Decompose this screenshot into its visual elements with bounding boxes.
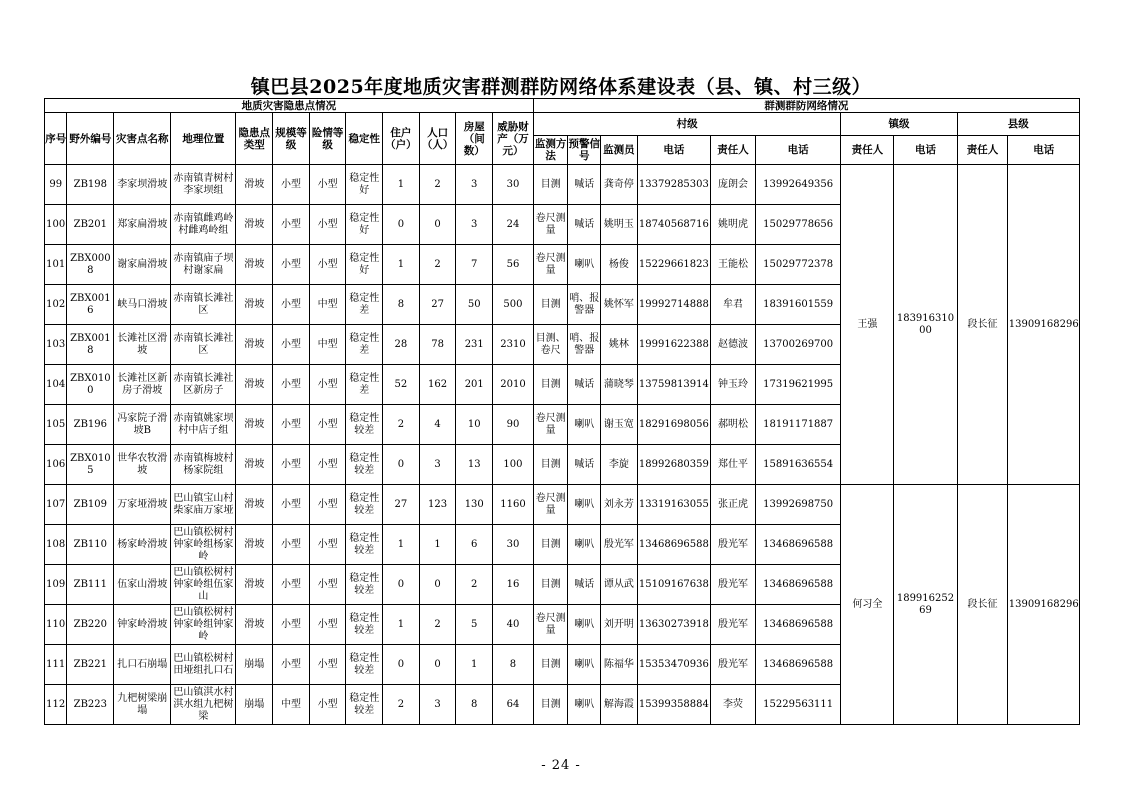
seq-cell: 104 (45, 365, 67, 405)
type-cell: 滑坡 (236, 605, 273, 645)
col-method: 监测方法 (533, 136, 568, 165)
households-cell: 28 (383, 325, 420, 365)
field-id-cell: ZBX0016 (67, 285, 114, 325)
village-resp-cell: 殷光军 (711, 605, 756, 645)
stability-cell: 稳定性好 (346, 245, 383, 285)
scale-cell: 小型 (273, 245, 310, 285)
property-cell: 30 (493, 165, 534, 205)
town-phone-cell: 18391631000 (894, 165, 957, 485)
village-phone-cell: 13468696588 (755, 645, 841, 685)
households-cell: 52 (383, 365, 420, 405)
scale-cell: 小型 (273, 645, 310, 685)
col-signal: 预警信号 (568, 136, 601, 165)
monitor-cell: 陈福华 (601, 645, 638, 685)
property-cell: 16 (493, 565, 534, 605)
population-cell: 1 (419, 525, 456, 565)
type-cell: 滑坡 (236, 565, 273, 605)
monitor-cell: 龚奇停 (601, 165, 638, 205)
page-number: - 24 - (541, 758, 581, 773)
property-cell: 500 (493, 285, 534, 325)
table-row (45, 165, 1080, 205)
stability-cell: 稳定性较差 (346, 525, 383, 565)
households-cell: 0 (383, 645, 420, 685)
stability-cell: 稳定性差 (346, 365, 383, 405)
property-cell: 30 (493, 525, 534, 565)
monitor-phone-cell: 15399358884 (637, 685, 710, 725)
village-phone-cell: 13992649356 (755, 165, 841, 205)
households-cell: 8 (383, 285, 420, 325)
disaster-network-table (44, 98, 1080, 725)
field-id-cell: ZB110 (67, 525, 114, 565)
scale-cell: 小型 (273, 365, 310, 405)
stability-cell: 稳定性差 (346, 325, 383, 365)
danger-cell: 小型 (309, 525, 346, 565)
scale-cell: 小型 (273, 405, 310, 445)
method-cell: 卷尺测量 (533, 605, 568, 645)
type-cell: 滑坡 (236, 205, 273, 245)
danger-cell: 小型 (309, 605, 346, 645)
property-cell: 90 (493, 405, 534, 445)
village-resp-cell: 张正虎 (711, 485, 756, 525)
seq-cell: 99 (45, 165, 67, 205)
property-cell: 2010 (493, 365, 534, 405)
col-stability: 稳定性 (346, 113, 383, 165)
houses-cell: 3 (456, 165, 493, 205)
village-phone-cell: 18391601559 (755, 285, 841, 325)
group-header-hazard: 地质灾害隐患点情况 (45, 99, 534, 113)
village-phone-cell: 15891636554 (755, 445, 841, 485)
col-county-phone: 电话 (1008, 136, 1080, 165)
name-cell: 长滩社区滑坡 (114, 325, 171, 365)
name-cell: 谢家扁滑坡 (114, 245, 171, 285)
town-resp-cell: 何习全 (841, 485, 894, 725)
col-population: 人口（人） (419, 113, 456, 165)
village-resp-cell: 王能松 (711, 245, 756, 285)
scale-cell: 小型 (273, 285, 310, 325)
col-monitor: 监测员 (601, 136, 638, 165)
type-cell: 滑坡 (236, 165, 273, 205)
village-phone-cell: 13468696588 (755, 565, 841, 605)
houses-cell: 6 (456, 525, 493, 565)
col-county-resp: 责任人 (957, 136, 1008, 165)
method-cell: 目测 (533, 365, 568, 405)
type-cell: 滑坡 (236, 365, 273, 405)
col-name: 灾害点名称 (114, 113, 171, 165)
county-resp-cell: 段长征 (957, 485, 1008, 725)
population-cell: 0 (419, 565, 456, 605)
households-cell: 1 (383, 605, 420, 645)
field-id-cell: ZB220 (67, 605, 114, 645)
danger-cell: 小型 (309, 205, 346, 245)
type-cell: 滑坡 (236, 325, 273, 365)
method-cell: 卷尺测量 (533, 205, 568, 245)
monitor-cell: 蒲晓琴 (601, 365, 638, 405)
field-id-cell: ZB109 (67, 485, 114, 525)
households-cell: 0 (383, 205, 420, 245)
households-cell: 2 (383, 405, 420, 445)
village-resp-cell: 庞朗会 (711, 165, 756, 205)
signal-cell: 喇叭 (568, 405, 601, 445)
type-cell: 滑坡 (236, 525, 273, 565)
col-type: 隐患点类型 (236, 113, 273, 165)
table-body (45, 165, 1080, 725)
houses-cell: 231 (456, 325, 493, 365)
group-header-village: 村级 (533, 113, 841, 136)
population-cell: 0 (419, 205, 456, 245)
method-cell: 目测 (533, 685, 568, 725)
name-cell: 冯家院子滑坡B (114, 405, 171, 445)
population-cell: 4 (419, 405, 456, 445)
type-cell: 滑坡 (236, 245, 273, 285)
name-cell: 伍家山滑坡 (114, 565, 171, 605)
monitor-phone-cell: 18992680359 (637, 445, 710, 485)
field-id-cell: ZB201 (67, 205, 114, 245)
field-id-cell: ZBX0008 (67, 245, 114, 285)
type-cell: 滑坡 (236, 485, 273, 525)
method-cell: 目测 (533, 285, 568, 325)
county-phone-cell: 13909168296 (1008, 485, 1080, 725)
stability-cell: 稳定性较差 (346, 565, 383, 605)
households-cell: 0 (383, 445, 420, 485)
seq-cell: 101 (45, 245, 67, 285)
scale-cell: 小型 (273, 605, 310, 645)
population-cell: 2 (419, 245, 456, 285)
method-cell: 卷尺测量 (533, 405, 568, 445)
location-cell: 赤南镇姚家坝村中店子组 (171, 405, 236, 445)
name-cell: 世华农牧滑坡 (114, 445, 171, 485)
col-town-resp: 责任人 (841, 136, 894, 165)
village-resp-cell: 钟玉玲 (711, 365, 756, 405)
stability-cell: 稳定性较差 (346, 645, 383, 685)
town-resp-cell: 王强 (841, 165, 894, 485)
population-cell: 27 (419, 285, 456, 325)
houses-cell: 2 (456, 565, 493, 605)
col-houses: 房屋（间数） (456, 113, 493, 165)
monitor-cell: 姚林 (601, 325, 638, 365)
households-cell: 2 (383, 685, 420, 725)
method-cell: 目测 (533, 525, 568, 565)
houses-cell: 5 (456, 605, 493, 645)
col-field-id: 野外编号 (67, 113, 114, 165)
danger-cell: 小型 (309, 405, 346, 445)
houses-cell: 13 (456, 445, 493, 485)
households-cell: 0 (383, 565, 420, 605)
seq-cell: 102 (45, 285, 67, 325)
col-village-phone: 电话 (755, 136, 841, 165)
monitor-phone-cell: 13630273918 (637, 605, 710, 645)
houses-cell: 3 (456, 205, 493, 245)
property-cell: 56 (493, 245, 534, 285)
danger-cell: 小型 (309, 685, 346, 725)
method-cell: 卷尺测量 (533, 485, 568, 525)
col-location: 地理位置 (171, 113, 236, 165)
population-cell: 3 (419, 445, 456, 485)
village-resp-cell: 李荧 (711, 685, 756, 725)
col-town-phone: 电话 (894, 136, 957, 165)
monitor-phone-cell: 15109167638 (637, 565, 710, 605)
signal-cell: 喇叭 (568, 605, 601, 645)
location-cell: 巴山镇松树村钟家岭组杨家岭 (171, 525, 236, 565)
monitor-phone-cell: 18291698056 (637, 405, 710, 445)
signal-cell: 喊话 (568, 445, 601, 485)
scale-cell: 小型 (273, 445, 310, 485)
group-header-town: 镇级 (841, 113, 957, 136)
signal-cell: 喊话 (568, 165, 601, 205)
danger-cell: 小型 (309, 245, 346, 285)
monitor-cell: 杨俊 (601, 245, 638, 285)
name-cell: 杨家岭滑坡 (114, 525, 171, 565)
village-phone-cell: 17319621995 (755, 365, 841, 405)
location-cell: 巴山镇淇水村淇水组九杷树梁 (171, 685, 236, 725)
group-header-county: 县级 (957, 113, 1079, 136)
monitor-phone-cell: 15353470936 (637, 645, 710, 685)
houses-cell: 7 (456, 245, 493, 285)
monitor-phone-cell: 19991622388 (637, 325, 710, 365)
field-id-cell: ZB223 (67, 685, 114, 725)
seq-cell: 107 (45, 485, 67, 525)
seq-cell: 103 (45, 325, 67, 365)
houses-cell: 201 (456, 365, 493, 405)
monitor-cell: 谢玉宽 (601, 405, 638, 445)
village-phone-cell: 15229563111 (755, 685, 841, 725)
village-phone-cell: 13468696588 (755, 525, 841, 565)
population-cell: 3 (419, 685, 456, 725)
type-cell: 滑坡 (236, 405, 273, 445)
stability-cell: 稳定性较差 (346, 405, 383, 445)
signal-cell: 喊话 (568, 205, 601, 245)
town-phone-cell: 18991625269 (894, 485, 957, 725)
village-phone-cell: 15029772378 (755, 245, 841, 285)
field-id-cell: ZBX0100 (67, 365, 114, 405)
col-households: 住户（户） (383, 113, 420, 165)
monitor-cell: 姚明玉 (601, 205, 638, 245)
name-cell: 万家垭滑坡 (114, 485, 171, 525)
village-resp-cell: 殷光军 (711, 645, 756, 685)
type-cell: 滑坡 (236, 285, 273, 325)
property-cell: 1160 (493, 485, 534, 525)
monitor-phone-cell: 13759813914 (637, 365, 710, 405)
seq-cell: 112 (45, 685, 67, 725)
method-cell: 卷尺测量 (533, 245, 568, 285)
population-cell: 2 (419, 605, 456, 645)
method-cell: 目测 (533, 645, 568, 685)
field-id-cell: ZBX0018 (67, 325, 114, 365)
monitor-cell: 解海霞 (601, 685, 638, 725)
field-id-cell: ZB111 (67, 565, 114, 605)
danger-cell: 小型 (309, 445, 346, 485)
name-cell: 长滩社区新房子滑坡 (114, 365, 171, 405)
village-phone-cell: 13468696588 (755, 605, 841, 645)
monitor-cell: 刘开明 (601, 605, 638, 645)
village-phone-cell: 13992698750 (755, 485, 841, 525)
population-cell: 162 (419, 365, 456, 405)
signal-cell: 喇叭 (568, 525, 601, 565)
location-cell: 巴山镇松树村钟家岭组钟家岭 (171, 605, 236, 645)
signal-cell: 喇叭 (568, 485, 601, 525)
village-phone-cell: 15029778656 (755, 205, 841, 245)
monitor-phone-cell: 13468696588 (637, 525, 710, 565)
location-cell: 赤南镇长滩社区 (171, 285, 236, 325)
stability-cell: 稳定性好 (346, 165, 383, 205)
village-phone-cell: 18191171887 (755, 405, 841, 445)
group-header-network: 群测群防网络情况 (533, 99, 1079, 113)
houses-cell: 50 (456, 285, 493, 325)
stability-cell: 稳定性好 (346, 205, 383, 245)
col-village-resp: 责任人 (711, 136, 756, 165)
village-resp-cell: 郝明松 (711, 405, 756, 445)
name-cell: 扎口石崩塌 (114, 645, 171, 685)
village-resp-cell: 殷光军 (711, 565, 756, 605)
signal-cell: 喇叭 (568, 645, 601, 685)
name-cell: 钟家岭滑坡 (114, 605, 171, 645)
seq-cell: 111 (45, 645, 67, 685)
monitor-cell: 殷光军 (601, 525, 638, 565)
monitor-cell: 谭从武 (601, 565, 638, 605)
scale-cell: 小型 (273, 565, 310, 605)
method-cell: 目测 (533, 445, 568, 485)
seq-cell: 109 (45, 565, 67, 605)
stability-cell: 稳定性较差 (346, 445, 383, 485)
village-phone-cell: 13700269700 (755, 325, 841, 365)
households-cell: 1 (383, 245, 420, 285)
document-title: 镇巴县2025年度地质灾害群测群防网络体系建设表（县、镇、村三级） (250, 76, 872, 98)
type-cell: 崩塌 (236, 645, 273, 685)
signal-cell: 哨、报警器 (568, 285, 601, 325)
field-id-cell: ZBX0105 (67, 445, 114, 485)
danger-cell: 中型 (309, 285, 346, 325)
seq-cell: 100 (45, 205, 67, 245)
type-cell: 崩塌 (236, 685, 273, 725)
monitor-cell: 姚怀军 (601, 285, 638, 325)
property-cell: 100 (493, 445, 534, 485)
location-cell: 赤南镇雌鸡岭村雌鸡岭组 (171, 205, 236, 245)
monitor-cell: 刘永芳 (601, 485, 638, 525)
scale-cell: 中型 (273, 685, 310, 725)
stability-cell: 稳定性较差 (346, 485, 383, 525)
scale-cell: 小型 (273, 485, 310, 525)
danger-cell: 小型 (309, 565, 346, 605)
signal-cell: 喇叭 (568, 245, 601, 285)
monitor-phone-cell: 13319163055 (637, 485, 710, 525)
field-id-cell: ZB198 (67, 165, 114, 205)
houses-cell: 8 (456, 685, 493, 725)
property-cell: 40 (493, 605, 534, 645)
danger-cell: 小型 (309, 365, 346, 405)
col-scale: 规模等级 (273, 113, 310, 165)
population-cell: 2 (419, 165, 456, 205)
village-resp-cell: 姚明虎 (711, 205, 756, 245)
col-seq: 序号 (45, 113, 67, 165)
location-cell: 赤南镇梅坡村杨家院组 (171, 445, 236, 485)
signal-cell: 喊话 (568, 365, 601, 405)
location-cell: 巴山镇宝山村柴家庙万家垭 (171, 485, 236, 525)
stability-cell: 稳定性较差 (346, 605, 383, 645)
location-cell: 巴山镇松树村田垭组扎口石 (171, 645, 236, 685)
county-resp-cell: 段长征 (957, 165, 1008, 485)
monitor-phone-cell: 18740568716 (637, 205, 710, 245)
village-resp-cell: 郑仕平 (711, 445, 756, 485)
type-cell: 滑坡 (236, 445, 273, 485)
danger-cell: 小型 (309, 165, 346, 205)
property-cell: 24 (493, 205, 534, 245)
property-cell: 8 (493, 645, 534, 685)
field-id-cell: ZB196 (67, 405, 114, 445)
field-id-cell: ZB221 (67, 645, 114, 685)
property-cell: 64 (493, 685, 534, 725)
county-phone-cell: 13909168296 (1008, 165, 1080, 485)
method-cell: 目测 (533, 565, 568, 605)
scale-cell: 小型 (273, 205, 310, 245)
location-cell: 赤南镇青树村李家坝组 (171, 165, 236, 205)
method-cell: 目测、卷尺 (533, 325, 568, 365)
name-cell: 郑家扁滑坡 (114, 205, 171, 245)
table-row (45, 485, 1080, 525)
danger-cell: 小型 (309, 485, 346, 525)
population-cell: 78 (419, 325, 456, 365)
signal-cell: 喇叭 (568, 685, 601, 725)
households-cell: 1 (383, 525, 420, 565)
houses-cell: 1 (456, 645, 493, 685)
houses-cell: 130 (456, 485, 493, 525)
signal-cell: 哨、报警器 (568, 325, 601, 365)
method-cell: 目测 (533, 165, 568, 205)
scale-cell: 小型 (273, 325, 310, 365)
col-monitor-phone: 电话 (637, 136, 710, 165)
seq-cell: 110 (45, 605, 67, 645)
seq-cell: 105 (45, 405, 67, 445)
monitor-phone-cell: 19992714888 (637, 285, 710, 325)
village-resp-cell: 牟君 (711, 285, 756, 325)
scale-cell: 小型 (273, 525, 310, 565)
stability-cell: 稳定性差 (346, 285, 383, 325)
location-cell: 赤南镇长滩社区新房子 (171, 365, 236, 405)
houses-cell: 10 (456, 405, 493, 445)
seq-cell: 108 (45, 525, 67, 565)
households-cell: 1 (383, 165, 420, 205)
seq-cell: 106 (45, 445, 67, 485)
col-danger: 险情等级 (309, 113, 346, 165)
monitor-phone-cell: 13379285303 (637, 165, 710, 205)
name-cell: 李家坝滑坡 (114, 165, 171, 205)
location-cell: 赤南镇长滩社区 (171, 325, 236, 365)
population-cell: 123 (419, 485, 456, 525)
location-cell: 赤南镇庙子坝村谢家扁 (171, 245, 236, 285)
scale-cell: 小型 (273, 165, 310, 205)
village-resp-cell: 赵德波 (711, 325, 756, 365)
village-resp-cell: 殷光军 (711, 525, 756, 565)
name-cell: 九杷树梁崩塌 (114, 685, 171, 725)
monitor-phone-cell: 15229661823 (637, 245, 710, 285)
households-cell: 27 (383, 485, 420, 525)
name-cell: 峡马口滑坡 (114, 285, 171, 325)
col-property: 威胁财产（万元） (493, 113, 534, 165)
population-cell: 0 (419, 645, 456, 685)
danger-cell: 中型 (309, 325, 346, 365)
danger-cell: 小型 (309, 645, 346, 685)
property-cell: 2310 (493, 325, 534, 365)
location-cell: 巴山镇松树村钟家岭组伍家山 (171, 565, 236, 605)
signal-cell: 喊话 (568, 565, 601, 605)
monitor-cell: 李旋 (601, 445, 638, 485)
stability-cell: 稳定性较差 (346, 685, 383, 725)
